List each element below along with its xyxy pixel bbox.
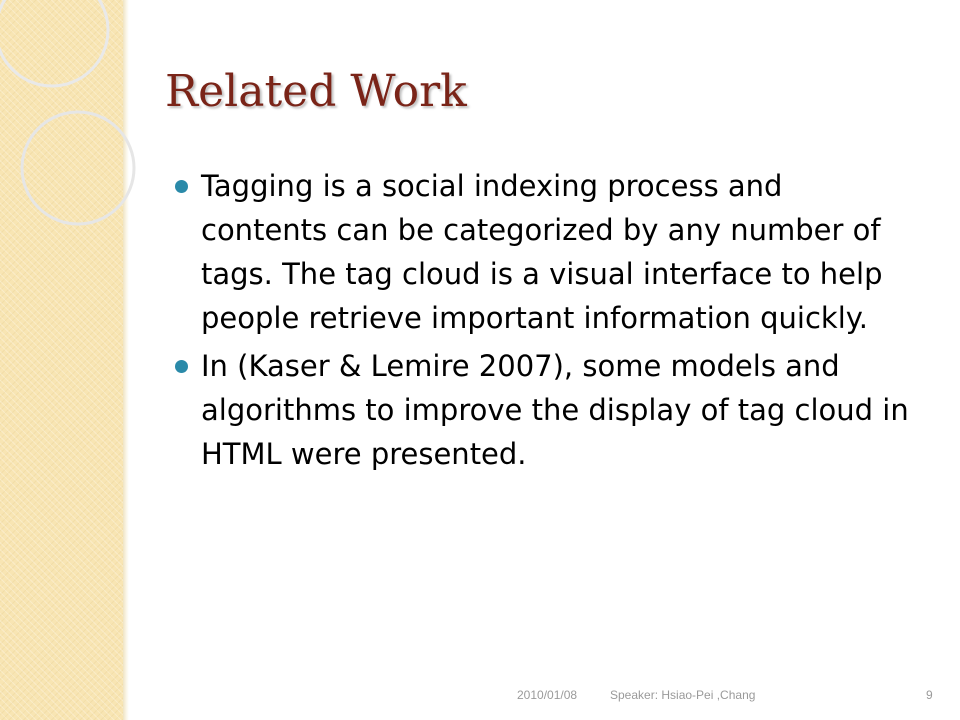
footer-page-number: 9: [926, 688, 933, 702]
decorative-ring-top: [0, 0, 108, 86]
bullet-list: [175, 164, 915, 480]
slide-title: Related Work: [165, 66, 467, 117]
bullet-text: Tagging is a social indexing process and contents can be categorized by any number of tags. The tag cloud is a visual interface to help people retrieve important information quickly.: [201, 169, 883, 335]
footer-date: 2010/01/08: [517, 688, 578, 702]
decorative-ring-middle: [22, 112, 134, 224]
decorative-rings: [0, 0, 180, 260]
bullet-text: In (Kaser & Lemire 2007), some models and algorithms to improve the display of tag cloud in HTML were presented.: [201, 349, 909, 471]
bullet-dot-icon: [175, 180, 188, 193]
bullet-item: [175, 344, 915, 476]
bullet-dot-icon: [175, 360, 188, 373]
footer-speaker: Speaker: Hsiao-Pei ,Chang: [610, 688, 756, 702]
bullet-item: [175, 164, 915, 340]
